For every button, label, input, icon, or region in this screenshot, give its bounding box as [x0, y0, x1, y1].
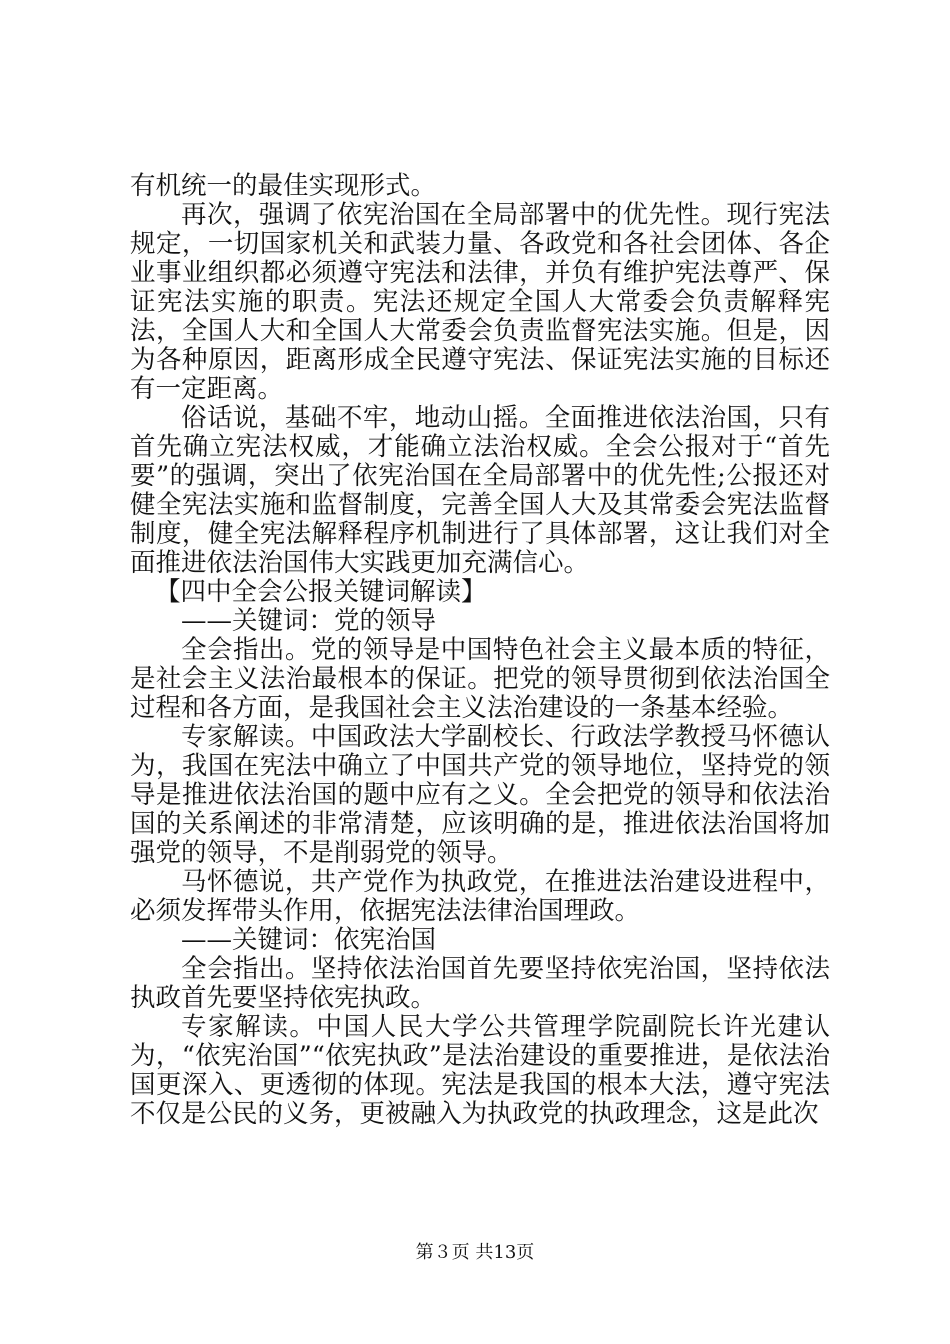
section-heading: 【四中全会公报关键词解读】 — [155, 577, 487, 607]
paragraph: 有机统一的最佳实现形式。 — [130, 171, 437, 201]
keyword-heading: ——关键词：依宪治国 — [181, 925, 437, 955]
paragraph: 专家解读。中国人民大学公共管理学院副院长许光建认为，“依宪治国”“依宪执政”是法治建设的重要推进，是依法治国更深入、更透彻的体现。宪法是我国的根本大法，遵守宪法不仅是公民的义务，更被融入为执政党的执政理念，这是此次 — [130, 1012, 830, 1129]
paragraph: 专家解读。中国政法大学副校长、行政法学教授马怀德认为，我国在宪法中确立了中国共产党的领导地位，坚持党的领导是推进依法治国的题中应有之义。全会把党的领导和依法治国的关系阐述的非常清楚，应该明确的是，推进依法治国将加强党的领导，不是削弱党的领导。 — [130, 722, 830, 868]
paragraph: 马怀德说，共产党作为执政党，在推进法治建设进程中，必须发挥带头作用，依据宪法法律治国理政。 — [130, 867, 830, 926]
paragraph: 俗话说，基础不牢，地动山摇。全面推进依法治国，只有首先确立宪法权威，才能确立法治权威。全会公报对于“首先要”的强调，突出了依宪治国在全局部署中的优先性;公报还对健全宪法实施和监督制度，完善全国人大及其常委会宪法监督制度，健全宪法解释程序机制进行了具体部署，这让我们对全面推进依法治国伟大实践更加充满信心。 — [130, 403, 830, 578]
keyword-heading: ——关键词：党的领导 — [181, 606, 437, 636]
paragraph: 全会指出。坚持依法治国首先要坚持依宪治国，坚持依法执政首先要坚持依宪执政。 — [130, 954, 830, 1013]
paragraph: 再次，强调了依宪治国在全局部署中的优先性。现行宪法规定，一切国家机关和武装力量、各政党和各社会团体、各企业事业组织都必须遵守宪法和法律，并负有维护宪法尊严、保证宪法实施的职责。宪法还规定全国人大常委会负责解释宪法，全国人大和全国人大常委会负责监督宪法实施。但是，因为各种原因，距离形成全民遵守宪法、保证宪法实施的目标还有一定距离。 — [130, 200, 830, 404]
paragraph: 全会指出。党的领导是中国特色社会主义最本质的特征，是社会主义法治最根本的保证。把党的领导贯彻到依法治国全过程和各方面，是我国社会主义法治建设的一条基本经验。 — [130, 635, 830, 723]
page-footer: 第３页 共13页 — [415, 1242, 535, 1263]
document-body — [130, 172, 830, 1129]
